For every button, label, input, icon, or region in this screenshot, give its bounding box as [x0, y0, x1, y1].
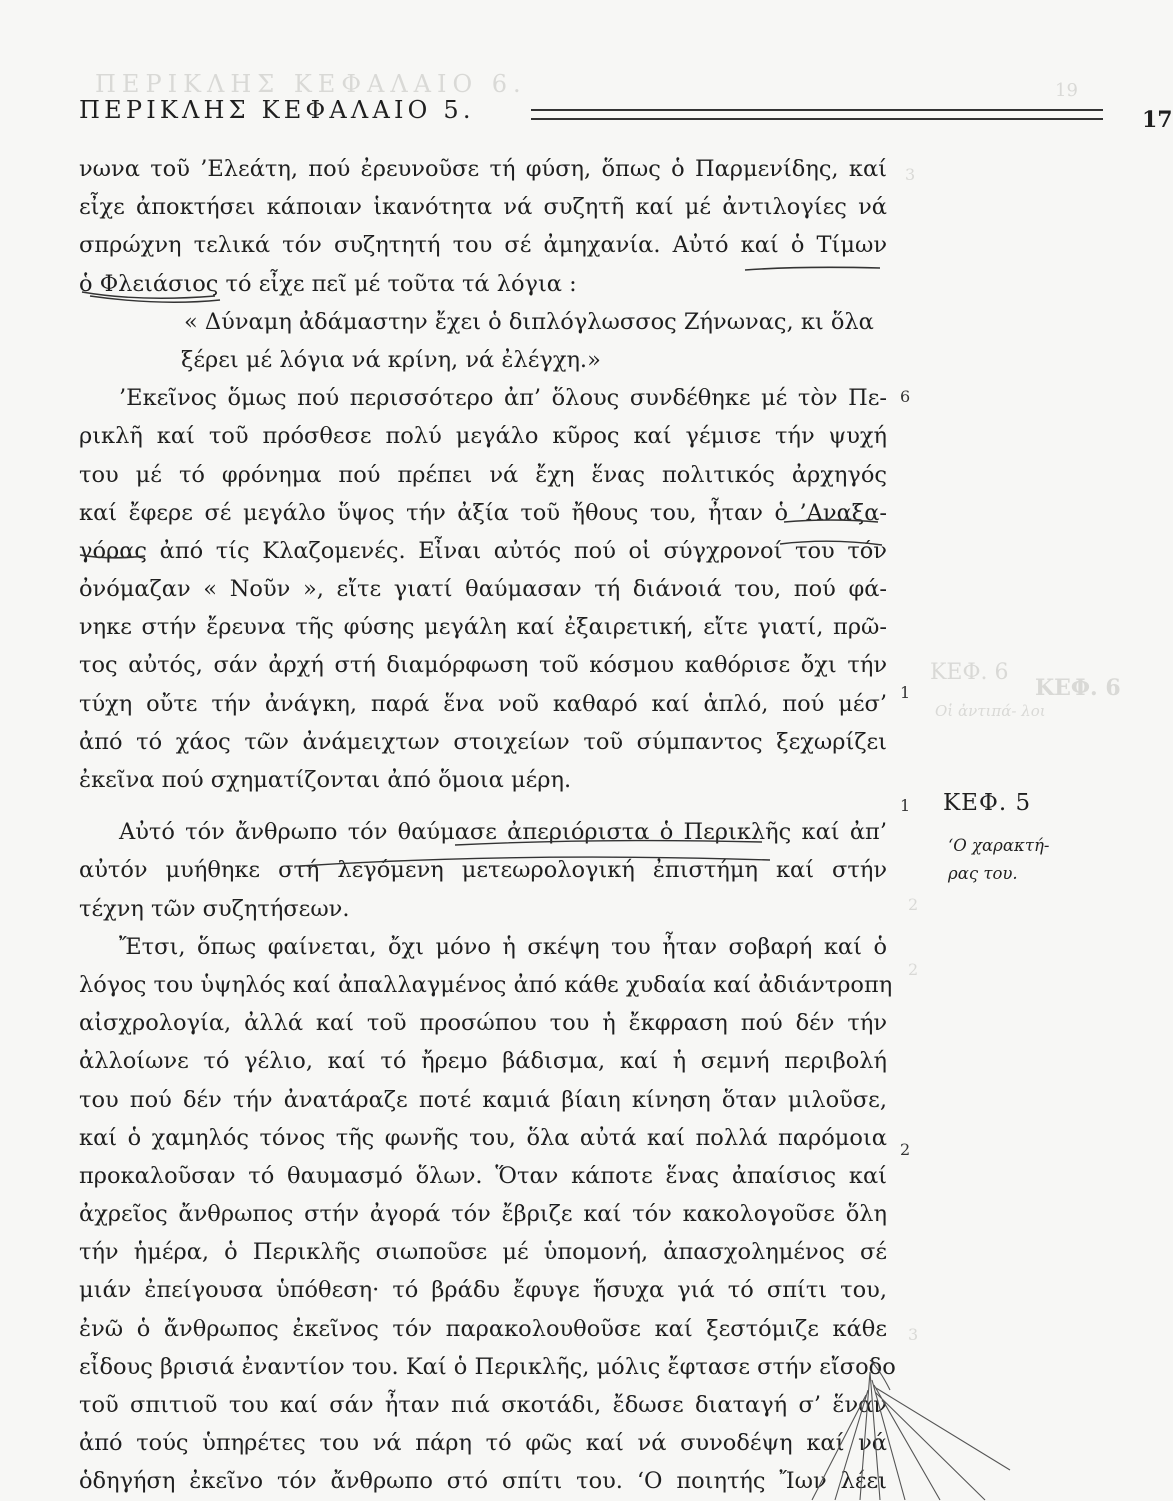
margin-number: 1: [900, 683, 911, 702]
text-line: τέχνη τῶν συζητήσεων.: [79, 895, 350, 922]
text-line: εἶδους βρισιά ἐναντίον του. Καί ὁ Περικλῆς, μόλις ἔφτασε στήν εἴσοδο: [79, 1353, 896, 1380]
bleed-through-subtitle: Οἱ ἀντιπά- λοι: [935, 702, 1046, 720]
text-line: εἶχε ἀποκτήσει κάποιαν ἱκανότητα νά συζητῆ καί μέ ἀντιλογίες νά: [79, 194, 887, 221]
text-line: ἀπό τούς ὑπηρέτες του νά πάρη τό φῶς καί νά συνοδέψη καί νά: [79, 1430, 887, 1457]
text-line: καί ἔφερε σέ μεγάλο ὕψος τήν ἀξία τοῦ ἤθους του, ἦταν ὁ ’Αναξα-: [79, 499, 887, 526]
header-rule: [531, 118, 1103, 120]
text-line: ὁδηγήση ἐκεῖνο τόν ἄνθρωπο στό σπίτι του. ‘Ο ποιητής Ἴων λέει: [79, 1468, 887, 1495]
verse-line: ξέρει μέ λόγια νά κρίνη, νά ἐλέγχη.»: [181, 346, 601, 373]
bleed-through-bold-label: ΚΕΦ. 6: [1035, 675, 1121, 701]
bleed-through-margin-number: 3: [905, 165, 916, 184]
bleed-through-section: ΚΕΦ. 6: [930, 660, 1009, 685]
text-line: λόγος του ὑψηλός καί ἀπαλλαγμένος ἀπό κάθε χυδαία καί ἀδιάντροπη: [79, 971, 893, 998]
text-line: ὀνόμαζαν « Νοῦν », εἴτε γιατί θαύμασαν τή διάνοιά του, πού φά-: [79, 576, 887, 603]
verse-line: « Δύναμη ἀδάμαστην ἔχει ὁ διπλόγλωσσος Ζήνωνας, κι ὅλα: [184, 308, 874, 335]
bleed-through-margin-number: 2: [908, 960, 919, 979]
text-line: του πού δέν τήν ἀνατάραζε ποτέ καμιά βίαιη κίνηση ὅταν μιλοῦσε,: [79, 1086, 887, 1113]
text-line: αὐτόν μυήθηκε στή λεγόμενη μετεωρολογική ἐπιστήμη καί στήν: [79, 857, 887, 884]
header-title: ΠΕΡΙΚΛΗΣ ΚΕΦΑΛΑΙΟ 5.: [79, 96, 475, 124]
header-rule: [531, 109, 1103, 111]
margin-number: 2: [900, 1140, 911, 1159]
text-line: καί ὁ χαμηλός τόνος τῆς φωνῆς του, ὅλα αὐτά καί πολλά παρόμοια: [79, 1124, 887, 1151]
text-line: γόρας ἀπό τίς Κλαζομενές. Εἶναι αὐτός πού οἱ σύγχρονοί του τόν: [79, 537, 887, 564]
text-line: τοῦ σπιτιοῦ του καί σάν ἦταν πιά σκοτάδι, ἔδωσε διαταγή σ’ ἕναν: [79, 1392, 887, 1418]
text-line: τος αὐτός, σάν ἀρχή στή διαμόρφωση τοῦ κόσμου καθόρισε ὄχι τήν: [79, 652, 887, 679]
bleed-through-header: ΠΕΡΙΚΛΗΣ ΚΕΦΑΛΑΙΟ 6.: [95, 70, 527, 98]
margin-number: 6: [900, 387, 911, 406]
text-line: ἀπό τό χάος τῶν ἀνάμειχτων στοιχείων τοῦ σύμπαντος ξεχωρίζει: [79, 728, 887, 755]
running-header: [79, 96, 1173, 136]
text-line: Αὐτό τόν ἄνθρωπο τόν θαύμασε ἀπεριόριστα ὁ Περικλῆς καί ἀπ’: [119, 819, 887, 846]
text-line: νωνα τοῦ ’Ελεάτη, πού ἐρευνοῦσε τή φύση, ὅπως ὁ Παρμενίδης, καί: [79, 156, 887, 182]
text-line: αἰσχρολογία, ἀλλά καί τοῦ προσώπου του ἡ ἔκφραση πού δέν τήν: [79, 1010, 887, 1037]
section-subtitle-line: ρας του.: [948, 864, 1018, 883]
text-line: σπρώχνη τελικά τόν συζητητή του σέ ἀμηχανία. Αὐτό καί ὁ Τίμων: [79, 232, 887, 259]
text-line: ὁ Φλειάσιος τό εἶχε πεῖ μέ τοῦτα τά λόγια :: [79, 270, 577, 297]
bleed-through-margin-number: 2: [908, 895, 919, 914]
text-line: μιάν ἐπείγουσα ὑπόθεση· τό βράδυ ἔφυγε ἥσυχα γιά τό σπίτι του,: [79, 1277, 887, 1304]
text-line: νηκε στήν ἔρευνα τῆς φύσης μεγάλη καί ἐξαιρετική, εἴτε γιατί, πρῶ-: [79, 614, 887, 641]
page-number: 17: [1142, 107, 1173, 133]
bleed-through-page-number: 19: [1055, 80, 1078, 101]
text-line: ρικλῆ καί τοῦ πρόσθεσε πολύ μεγάλο κῦρος καί γέμισε τήν ψυχή: [79, 423, 887, 450]
section-subtitle-line: ‘Ο χαρακτή-: [948, 836, 1050, 855]
text-line: Ἔτσι, ὅπως φαίνεται, ὄχι μόνο ἡ σκέψη του ἦταν σοβαρή καί ὁ: [119, 933, 887, 960]
text-line: προκαλοῦσαν τό θαυμασμό ὅλων. Ὅταν κάποτε ἕνας ἀπαίσιος καί: [79, 1162, 887, 1189]
margin-number: 1: [900, 796, 911, 815]
text-line: ἐνῶ ὁ ἄνθρωπος ἐκεῖνος τόν παρακολουθοῦσε καί ξεστόμιζε κάθε: [79, 1315, 887, 1342]
text-line: ἀχρεῖος ἄνθρωπος στήν ἀγορά τόν ἔβριζε καί τόν κακολογοῦσε ὅλη: [79, 1201, 887, 1228]
text-line: τύχη οὔτε τήν ἀνάγκη, παρά ἕνα νοῦ καθαρό καί ἁπλό, πού μέσ’: [79, 690, 887, 717]
text-line: ἀλλοίωνε τό γέλιο, καί τό ἤρεμο βάδισμα, καί ἡ σεμνή περιβολή: [79, 1048, 887, 1075]
body-text: [79, 150, 896, 1501]
text-line: ἐκεῖνα πού σχηματίζονται ἀπό ὅμοια μέρη.: [79, 767, 572, 793]
text-line: τήν ἡμέρα, ὁ Περικλῆς σιωποῦσε μέ ὑπομονή, ἀπασχολημένος σέ: [79, 1239, 887, 1266]
section-subtitle: [948, 832, 1068, 888]
text-line: του μέ τό φρόνημα πού πρέπει νά ἔχη ἕνας πολιτικός ἀρχηγός: [79, 461, 887, 488]
text-line: ’Εκεῖνος ὅμως πού περισσότερο ἀπ’ ὅλους συνδέθηκε μέ τὸν Πε-: [119, 385, 887, 412]
section-label: ΚΕΦ. 5: [943, 790, 1032, 816]
bleed-through-margin-number: 3: [908, 1325, 919, 1344]
